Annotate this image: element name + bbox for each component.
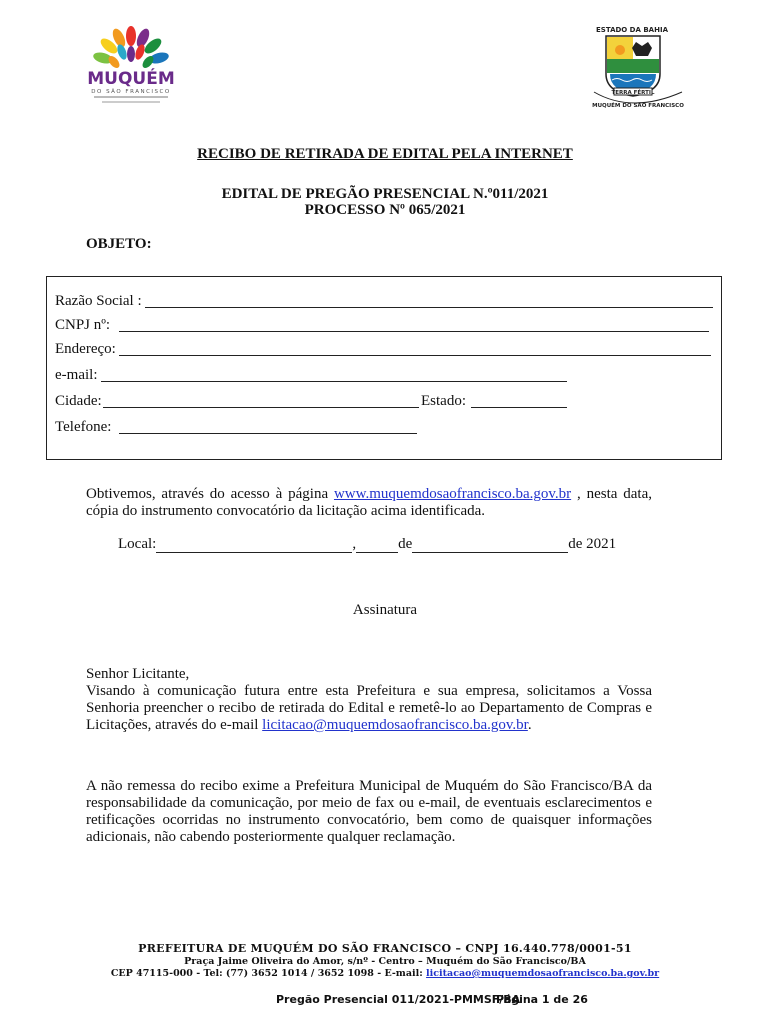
telefone-label: Telefone: <box>55 419 112 435</box>
email-row <box>55 365 97 385</box>
remessa-paragraph: A não remessa do recibo exime a Prefeitura Municipal de Muquém do São Francisco/BA da responsabilidade da comunicação, por meio de fax ou e-mail, de eventuais esclarecimentos e retificações ocorridas no instrumento convocatório, bem como de quaisquer informações adicionais, não cabendo posteriormente qualquer reclamação. <box>86 778 652 845</box>
cidade-row <box>55 391 102 411</box>
cnpj-field[interactable] <box>119 315 709 332</box>
website-link[interactable]: www.muquemdosaofrancisco.ba.gov.br <box>333 486 572 502</box>
month-field[interactable] <box>412 538 568 553</box>
edital-number: EDITAL DE PREGÃO PRESENCIAL N.º011/2021 <box>221 186 549 202</box>
page-number: Página 1 de 26 <box>496 993 588 1006</box>
visando-paragraph <box>86 683 652 734</box>
municipal-coat-of-arms <box>570 22 700 112</box>
razao-social-row <box>55 291 142 311</box>
svg-text:MUQUÉM DO SÃO FRANCISCO: MUQUÉM DO SÃO FRANCISCO <box>592 103 684 109</box>
licitacao-email-link[interactable]: licitacao@muquemdosaofrancisco.ba.gov.br <box>262 717 528 733</box>
cnpj-row <box>55 315 110 335</box>
endereco-field[interactable] <box>119 339 711 356</box>
day-field[interactable] <box>356 538 398 553</box>
estado-row <box>421 391 466 411</box>
local-comma: , <box>352 536 357 552</box>
footer-address-line: Praça Jaime Oliveira do Amor, s/nº - Centro – Muquém do São Francisco/BA <box>184 956 586 967</box>
telefone-field[interactable] <box>119 417 417 434</box>
obtivemos-text-end: , nesta data, cópia do instrumento convocatório da licitação acima identificada. <box>86 486 653 519</box>
endereco-row <box>55 339 116 359</box>
estado-field[interactable] <box>471 391 567 408</box>
svg-text:DO SÃO FRANCISCO: DO SÃO FRANCISCO <box>91 89 171 95</box>
shield-icon <box>606 36 660 96</box>
telefone-row <box>55 417 111 437</box>
razao-social-label: Razão Social : <box>55 293 142 309</box>
logo-leaves-icon <box>92 26 170 70</box>
footer-email-link[interactable]: licitacao@muquemdosaofrancisco.ba.gov.br <box>426 968 660 979</box>
objeto-label: OBJETO: <box>86 236 152 252</box>
svg-text:MUQUÉM: MUQUÉM <box>87 69 175 89</box>
visando-period: . <box>527 717 532 733</box>
local-label: Local: <box>118 536 157 552</box>
email-label: e-mail: <box>55 367 98 383</box>
salutation: Senhor Licitante, <box>86 666 190 682</box>
processo-number: PROCESSO Nº 065/2021 <box>304 202 466 218</box>
local-field[interactable] <box>156 538 352 553</box>
year-text: de 2021 <box>568 536 617 552</box>
svg-text:TERRA FÉRTIL: TERRA FÉRTIL <box>611 90 655 96</box>
svg-text:ESTADO DA BAHIA: ESTADO DA BAHIA <box>596 26 668 34</box>
local-date-row <box>118 536 616 553</box>
cidade-label: Cidade: <box>55 393 102 409</box>
company-data-form <box>46 276 722 460</box>
cidade-field[interactable] <box>103 391 419 408</box>
pregao-reference: Pregão Presencial 011/2021-PMMSF/BA <box>276 993 521 1006</box>
footer-contact-text: CEP 47115-000 - Tel: (77) 3652 1014 / 3652 1098 - E-mail: <box>110 968 427 979</box>
muquem-logo <box>72 22 190 108</box>
obtivemos-paragraph <box>86 486 652 520</box>
obtivemos-text-start: Obtivemos, através do acesso à página <box>86 486 334 502</box>
email-field[interactable] <box>101 365 567 382</box>
signature-label: Assinatura <box>352 602 418 618</box>
razao-social-field[interactable] <box>145 291 713 308</box>
visando-text: Visando à comunicação futura entre esta Prefeitura e sua empresa, solicitamos a Vossa Senhoria preencher o recibo de retirada do Edital e remetê-lo ao Departamento de Compras e Licitações, através do e-mail <box>86 683 652 733</box>
footer-prefeitura-line: PREFEITURA DE MUQUÉM DO SÃO FRANCISCO – CNPJ 16.440.778/0001-51 <box>138 942 632 955</box>
estado-label: Estado: <box>421 393 466 409</box>
document-title: RECIBO DE RETIRADA DE EDITAL PELA INTERNET <box>197 146 573 162</box>
cnpj-label: CNPJ nº: <box>55 317 111 333</box>
de-text: de <box>398 536 413 552</box>
endereco-label: Endereço: <box>55 341 116 357</box>
footer-contact-line <box>0 968 770 979</box>
